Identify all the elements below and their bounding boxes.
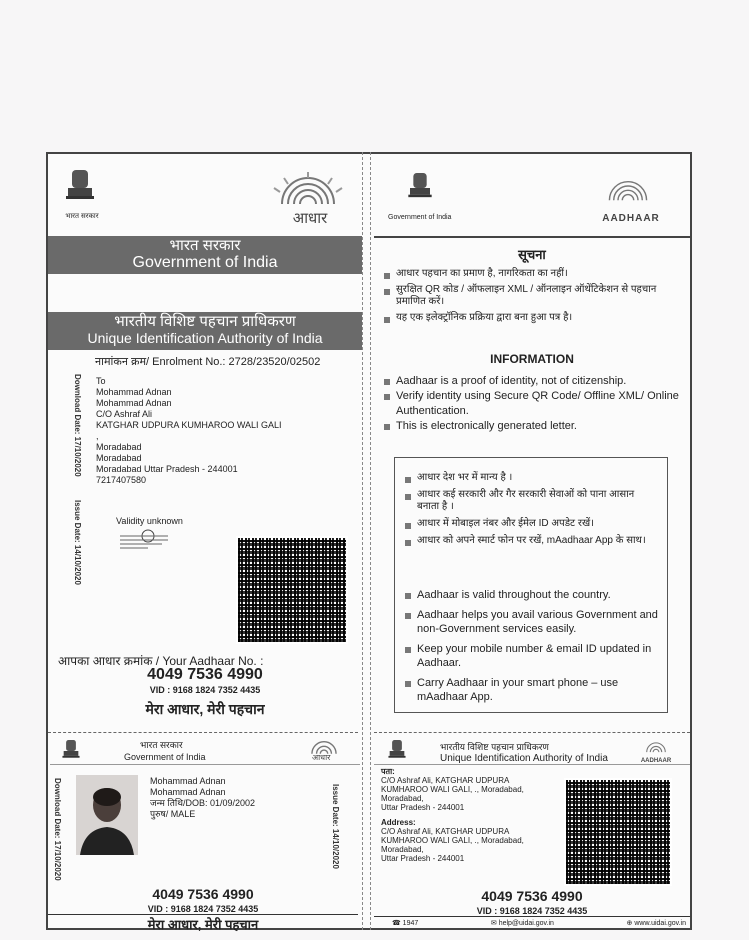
address-line: C/O Ashraf Ali — [96, 409, 153, 419]
box-hindi-list — [405, 472, 655, 547]
aadhaar-logo-text: AADHAAR — [602, 213, 660, 224]
national-emblem-icon — [62, 168, 98, 213]
info-box — [394, 457, 668, 713]
card-dob: जन्म तिथि/DOB: 01/09/2002 — [150, 798, 256, 808]
emblem-caption: Government of India — [388, 214, 452, 221]
info-item: Aadhaar is a proof of identity, not of citizenship. — [384, 374, 684, 389]
box-english-item: Carry Aadhaar in your smart phone – use mAadhaar App. — [405, 676, 659, 704]
notice-item: आधार पहचान का प्रमाण है, नागरिकता का नहीं। — [384, 268, 674, 280]
card-name-1: Mohammad Adnan — [150, 776, 226, 786]
gov-english: Government of India — [132, 254, 278, 272]
secure-qr-code — [236, 536, 348, 644]
enrolment-number: नामांकन क्रम/ Enrolment No.: 2728/23520/02502 — [95, 356, 321, 368]
footer-email: ✉ help@uidai.gov.in — [490, 920, 554, 927]
uidai-english: Unique Identification Authority of India — [87, 330, 323, 347]
vid-number: VID : 9168 1824 7352 4435 — [149, 685, 261, 695]
address-line: Moradabad, — [381, 845, 424, 854]
info-item: This is electronically generated letter. — [384, 419, 684, 434]
notice-heading: सूचना — [518, 247, 546, 262]
horizontal-cut-line-right — [374, 732, 690, 733]
photo — [76, 775, 138, 855]
footer-phone: ☎ 1947 — [392, 920, 419, 927]
card-qr-code — [564, 778, 672, 886]
info-item: Verify identity using Secure QR Code/ Offline XML/ Online Authentication. — [384, 389, 684, 419]
card-divider — [374, 764, 690, 765]
vertical-cut-line-2 — [370, 152, 371, 930]
info-list — [384, 374, 684, 434]
box-english-item: Keep your mobile number & email ID updated in Aadhaar. — [405, 642, 659, 670]
address-line: To — [96, 376, 106, 386]
gov-hindi: भारत सरकार — [169, 237, 241, 254]
card-vid: VID : 9168 1824 7352 4435 — [476, 906, 588, 916]
pata-line: C/O Ashraf Ali, KATGHAR UDPURA — [381, 776, 510, 785]
box-english-item: Aadhaar is valid throughout the country. — [405, 588, 659, 602]
address-label: Address: — [381, 818, 416, 827]
address-line: KUMHAROO WALI GALI, ., Moradabad, — [381, 836, 524, 845]
government-band — [48, 236, 362, 274]
address-line: Moradabad — [96, 442, 142, 452]
national-emblem-icon — [405, 170, 435, 211]
address-line: 7217407580 — [96, 475, 147, 485]
pata-line: Uttar Pradesh - 244001 — [381, 803, 465, 812]
uidai-hindi: भारतीय विशिष्ट पहचान प्राधिकरण — [114, 313, 296, 330]
mail-icon: ✉ — [490, 920, 499, 927]
notice-item: सुरक्षित QR कोड / ऑफलाइन XML / ऑनलाइन ऑथेंटिकेशन से पहचान प्रमाणित करें। — [384, 284, 674, 308]
globe-icon: ⊕ — [626, 920, 635, 927]
notice-item: यह एक इलेक्ट्रॉनिक प्रक्रिया द्वारा बना हुआ पत्र है। — [384, 312, 674, 324]
card-logo-text: आधार — [312, 753, 331, 762]
card-uidai-hindi: भारतीय विशिष्ट पहचान प्राधिकरण — [440, 742, 549, 752]
address-line: Mohammad Adnan — [96, 398, 172, 408]
issue-date: Issue Date: 14/10/2020 — [73, 500, 82, 585]
validity-status: Validity unknown — [116, 516, 183, 526]
tagline: मेरा आधार, मेरी पहचान — [145, 701, 265, 717]
address-line: C/O Ashraf Ali, KATGHAR UDPURA — [381, 827, 510, 836]
card-vid: VID : 9168 1824 7352 4435 — [147, 904, 259, 914]
box-hindi-item: आधार में मोबाइल नंबर और ईमेल ID अपडेट रखें। — [405, 518, 655, 530]
address-line: , — [96, 431, 99, 441]
vertical-cut-line — [362, 152, 363, 930]
box-english-list — [405, 588, 659, 704]
card-divider-bottom — [374, 916, 690, 917]
card-holder-details — [150, 776, 255, 820]
card-address-block — [381, 767, 524, 863]
recipient-address — [96, 376, 282, 486]
card-tagline: मेरा आधार, मेरी पहचान — [147, 917, 259, 932]
phone-icon: ☎ — [392, 920, 403, 927]
address-line: Moradabad Uttar Pradesh - 244001 — [96, 464, 238, 474]
pata-line: KUMHAROO WALI GALI, ., Moradabad, — [381, 785, 524, 794]
footer-web: ⊕ www.uidai.gov.in — [626, 920, 686, 927]
card-uidai-english: Unique Identification Authority of India — [440, 753, 608, 764]
info-heading: INFORMATION — [490, 352, 574, 366]
address-line: KATGHAR UDPURA KUMHAROO WALI GALI — [96, 420, 282, 430]
divider — [374, 236, 690, 238]
notice-list — [384, 268, 674, 324]
address-line: Mohammad Adnan — [96, 387, 172, 397]
address-line: Moradabad — [96, 453, 142, 463]
download-date: Download Date: 17/10/2020 — [73, 374, 82, 477]
box-hindi-item: आधार देश भर में मान्य है । — [405, 472, 655, 484]
aadhaar-no-label: आपका आधार क्रमांक / Your Aadhaar No. : — [58, 654, 264, 668]
card-footer — [392, 919, 686, 927]
card-aadhaar-number: 4049 7536 4990 — [481, 888, 583, 904]
address-line: Uttar Pradesh - 244001 — [381, 854, 465, 863]
card-download-date: Download Date: 17/10/2020 — [53, 778, 62, 881]
box-english-item: Aadhaar helps you avail various Government and non-Government services easily. — [405, 608, 659, 636]
card-name-2: Mohammad Adnan — [150, 787, 226, 797]
card-logo-text: AADHAAR — [640, 758, 672, 764]
aadhaar-logo-text: आधार — [292, 210, 328, 227]
digital-signature-stamp — [118, 528, 170, 550]
card-gender: पुरुष/ MALE — [150, 809, 196, 819]
card-gov-english: Government of India — [124, 752, 206, 762]
pata-line: Moradabad, — [381, 794, 424, 803]
card-aadhaar-number: 4049 7536 4990 — [152, 886, 254, 902]
card-divider — [50, 764, 360, 765]
card-issue-date: Issue Date: 14/10/2020 — [331, 784, 340, 869]
pata-label: पता: — [381, 767, 395, 776]
uidai-band — [48, 312, 362, 350]
box-hindi-item: आधार को अपने स्मार्ट फोन पर रखें, mAadhaar App के साथ। — [405, 535, 655, 547]
horizontal-cut-line-left — [48, 732, 358, 733]
card-gov-hindi: भारत सरकार — [140, 740, 183, 750]
box-hindi-item: आधार कई सरकारी और गैर सरकारी सेवाओं को पाना आसान बनाता है । — [405, 489, 655, 513]
emblem-caption: भारत सरकार — [65, 213, 99, 220]
aadhaar-number: 4049 7536 4990 — [147, 666, 263, 683]
